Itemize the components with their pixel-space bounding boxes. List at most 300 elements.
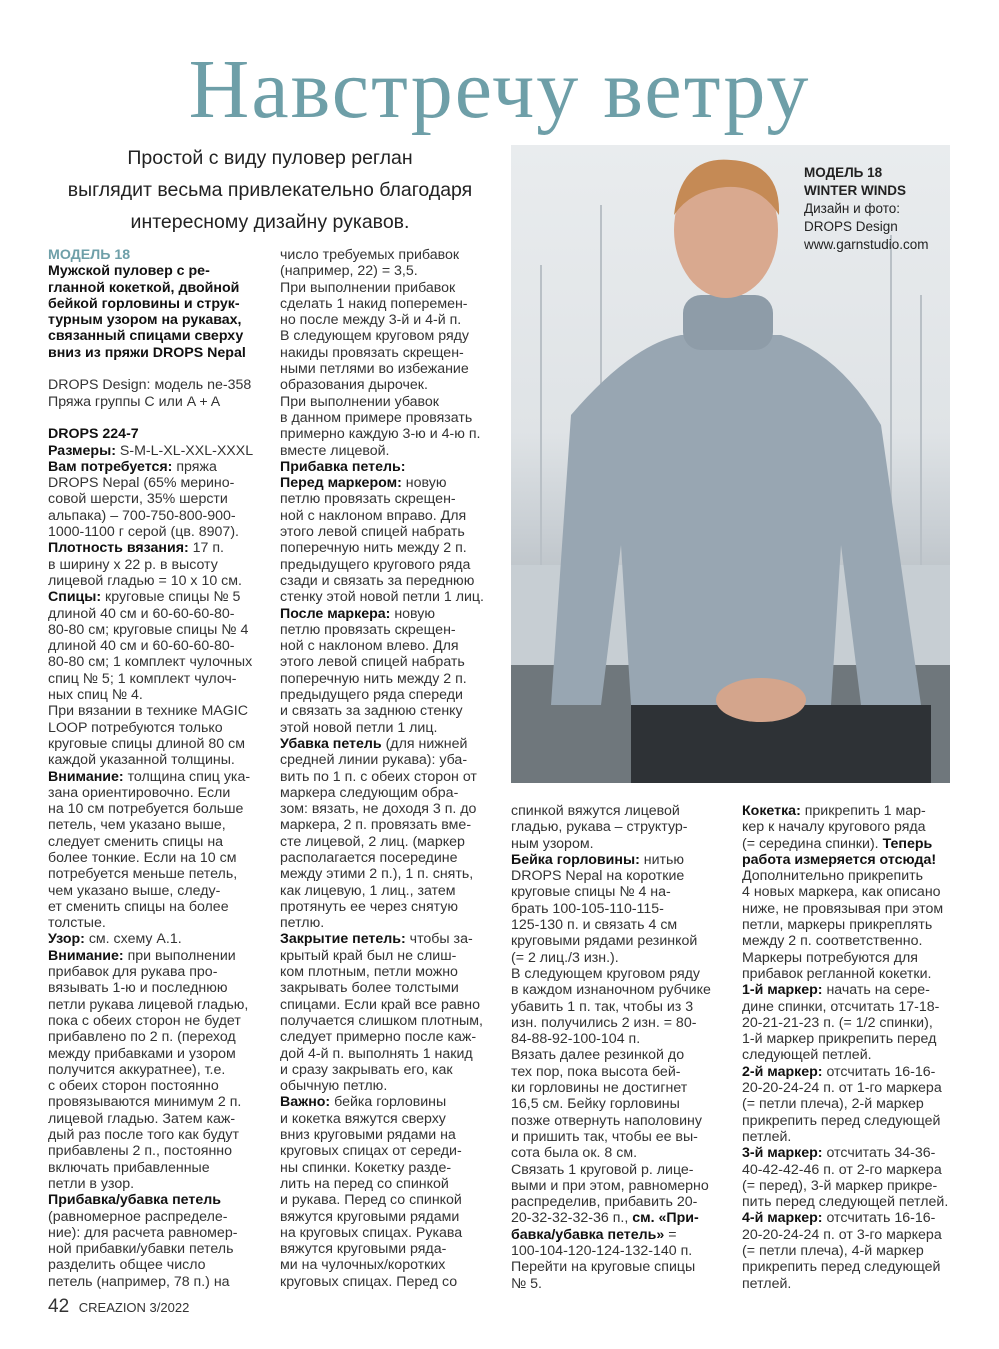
text-line [48,443,284,459]
text-line [48,1127,284,1143]
text-line [48,866,284,882]
text-line [48,736,284,752]
bold-run: лить на перед со спинкой [280,1175,449,1192]
text-line [511,1113,747,1129]
bold-run: средней линии рукава): уба- [280,752,468,769]
text-line [511,836,747,852]
text-line [48,1257,284,1273]
text-line [511,982,747,998]
text-line [48,377,284,393]
text-line [280,443,516,459]
text-line [48,948,284,964]
text-run: толщина спиц ука- [123,768,251,785]
text-line [48,557,284,573]
text-line [511,803,747,819]
bold-run: круговых спицах от середи- [280,1143,462,1160]
text-line [280,769,516,785]
text-line [48,1225,284,1241]
text-line [511,917,747,933]
bold-run: провязываются минимум 2 п. [48,1094,242,1111]
bold-run: сте лицевой, 2 лиц. (маркер [280,833,465,850]
bold-run: ком плотным, петли можно [280,964,458,981]
text-line [280,328,516,344]
bold-run: DROPS 224-7 [48,426,139,443]
bold-run: между прибавками и узором [48,1045,236,1062]
bold-run: гладью, рукава – структур- [511,819,688,836]
bold-run: 1-й маркер: [742,982,823,999]
text-line [280,606,516,622]
bold-run: ными петлями во избежание [280,361,469,378]
bold-run: вяжутся круговыми ряда- [280,1241,447,1258]
text-line [511,1064,747,1080]
text-line [48,801,284,817]
bold-run: этой новой петли 1 лиц. [280,719,438,736]
caption-website: www.garnstudio.com [804,237,929,252]
text-line [48,1029,284,1045]
text-line [511,999,747,1015]
bold-run: Плотность вязания: [48,540,189,557]
bold-run: После маркера: [280,605,391,622]
bold-run: предыдущего ряда спереди [280,687,463,704]
text-line [280,410,516,426]
text-line [511,1031,747,1047]
text-run: 17 п. [188,540,224,557]
text-line [511,1194,747,1210]
bold-run: ет сменить спицы на более [48,898,229,915]
bold-run: длиной 40 см и 60-60-60-80- [48,638,235,655]
text-line [48,915,284,931]
bold-run: В следующем круговом ряду [280,328,470,345]
bold-run: выми и при этом, равномерно [511,1177,709,1194]
text-line [280,638,516,654]
bold-run: прибавок для рукава про- [48,964,218,981]
bold-run: петлю. [280,915,325,932]
text-line [48,817,284,833]
bold-run: Бейка горловины: [511,851,640,868]
text-line [280,931,516,947]
text-line [742,950,978,966]
bold-run: петли рукава лицевой гладью, [48,996,249,1013]
bold-run: ной с наклоном влево. Для [280,638,459,655]
text-line [742,1064,978,1080]
text-line [48,1078,284,1094]
text-line [280,345,516,361]
bold-run: связанный спицами сверху [48,328,244,345]
bold-run: дый раз после того как будут [48,1127,239,1144]
page-number: 42 [48,1296,70,1317]
bold-run: альпака) – 700-750-800-900- [48,507,236,524]
text-line [280,491,516,507]
bold-run: ным узором. [511,835,594,852]
bold-run: Пряжа группы С или A + A [48,393,221,410]
magazine-issue: CREAZION 3/2022 [78,1300,190,1315]
bold-run: этого левой спицей набрать [280,654,465,671]
bold-run: При выполнении прибавок [280,279,456,296]
text-line [511,1259,747,1275]
text-line [48,573,284,589]
bold-run: (= 2 лиц./3 изн.). [511,949,619,966]
text-line [280,1160,516,1176]
text-line [742,1031,978,1047]
text-line [48,1209,284,1225]
bold-run: поперечную нить между 2 п. [280,670,467,687]
bold-run: между 2 п. соответственно. [742,933,923,950]
bold-run: 4 новых маркера, как описано [742,884,941,901]
bold-run: работа измеряется отсюда! [742,851,937,868]
text-line [280,1274,516,1290]
bold-run: примерно каждую 3-ю и 4-ю п. [280,426,481,443]
text-line [280,850,516,866]
text-line [280,1257,516,1273]
text-line [48,524,284,540]
bold-run: Важно: [280,1094,331,1111]
text-line [48,459,284,475]
text-line [48,1094,284,1110]
bold-run: 1-й маркер прикрепить перед [742,1031,937,1048]
text-line [48,622,284,638]
text-line [48,1192,284,1208]
bold-run: гланной кокеткой, двойной [48,279,240,296]
text-line [48,671,284,687]
bold-run: Внимание: [48,947,124,964]
bold-run: толстые. [48,915,106,932]
bold-run: DROPS Nepal на короткие [511,868,685,885]
text-line [280,1062,516,1078]
text-line [511,1047,747,1063]
text-line [280,964,516,980]
bold-run: и рукава. Перед со спинкой [280,1192,462,1209]
text-line [280,459,516,475]
bold-run: ной прибавки/убавки петель [48,1241,234,1258]
text-line [280,1029,516,1045]
bold-run: прикрепить перед следующей [742,1112,941,1129]
bold-run: Вязать далее резинкой до [511,1047,685,1064]
bold-run: (= петли плеча), 4-й маркер [742,1243,924,1260]
bold-run: ки горловины не достигнет [511,1080,688,1097]
text-line [742,966,978,982]
bold-run: включать прибавленные [48,1159,210,1176]
bold-run: лицевой гладью. Затем каж- [48,1110,236,1127]
text-line [280,1127,516,1143]
bold-run: длиной 40 см и 60-60-60-80- [48,605,235,622]
bold-run: в ширину х 22 р. в высоту [48,556,218,573]
bold-run: петель, чем указано выше, [48,817,226,834]
text-line [511,901,747,917]
text-line [280,312,516,328]
bold-run: Прибавка петель: [280,458,406,475]
text-run: новую [401,475,447,492]
text-line [48,720,284,736]
bold-run: тех пор, пока высота бей- [511,1063,681,1080]
bold-run: протянуть ее через снятую [280,898,459,915]
bold-run: вниз круговыми рядами на [280,1127,456,1144]
text-line [48,834,284,850]
bold-run: ной с наклоном вправо. Для [280,507,467,524]
text-line [280,540,516,556]
text-line [511,950,747,966]
text-line [48,296,284,312]
text-line [48,899,284,915]
bold-run: петлю провязать скрещен- [280,491,456,508]
text-line [742,1047,978,1063]
bold-run: 20-20-24-24 п. от 3-го маркера [742,1226,942,1243]
text-run: при выполнении [123,947,236,964]
text-run: S-M-L-XL-XXL-XXXL [115,442,254,459]
text-line [280,1209,516,1225]
bold-run: получится аккуратнее), т.е. [48,1061,226,1078]
bold-run: Прибавка/убавка петель [48,1192,221,1209]
bold-run: но после между 3-й и 4-й п. [280,312,462,329]
subtitle-line: выглядит весьма привлекательно благодаря [67,179,473,201]
text-line [280,1046,516,1062]
bold-run: (= перед), 3-й маркер прикре- [742,1177,938,1194]
text-line [742,1129,978,1145]
text-line [48,785,284,801]
text-line [280,475,516,491]
bold-run: каждой указанной толщины. [48,752,235,769]
bold-run: При вязании в технике MAGIC [48,703,248,720]
text-line [48,410,284,426]
bold-run: потребуется меньше петель, [48,866,238,883]
bold-run: зом: вязать, не доходя 3 п. до [280,801,477,818]
text-line [48,1013,284,1029]
text-line [511,1210,747,1226]
text-line [511,1015,747,1031]
bold-run: петель (например, 78 п.) на [48,1273,230,1290]
text-run: бейка горловины [330,1094,447,1111]
bold-run: получается слишком плотным, [280,1012,483,1029]
text-line [280,736,516,752]
bold-run: накиды провязать скрещен- [280,344,464,361]
text-line [511,852,747,868]
text-line [280,948,516,964]
bold-run: Размеры: [48,442,116,459]
caption-credit-label: Дизайн и фото: [804,201,901,216]
text-line [48,980,284,996]
bold-run: позже отвернуть наполовину [511,1112,702,1129]
text-run: чтобы за- [405,931,473,948]
text-line [280,1241,516,1257]
text-line [511,819,747,835]
text-line [742,982,978,998]
text-line [48,1111,284,1127]
text-line [48,394,284,410]
text-line [48,361,284,377]
bold-run: 80-80 см; круговые спицы № 4 [48,621,249,638]
text-line [280,654,516,670]
text-line [511,868,747,884]
text-line [280,573,516,589]
bold-run: на 10 см потребуется больше [48,801,244,818]
bold-run: между этими 2 п.), 1 п. снять, [280,866,474,883]
text-line [742,1096,978,1112]
bold-run: более тонкие. Если на 10 см [48,849,237,866]
text-line [742,1113,978,1129]
bold-run: спицами. Если край все равно [280,996,481,1013]
caption-name: WINTER WINDS [804,183,906,198]
bold-run: Перейти на круговые спицы [511,1259,696,1276]
bold-run: брать 100-105-110-115- [511,900,664,917]
text-line [280,524,516,540]
text-line [280,899,516,915]
text-line [280,247,516,263]
bold-run: закрывать более толстыми [280,980,459,997]
bold-run: вниз из пряжи DROPS Nepal [48,344,246,361]
bold-run: (например, 22) = 3,5. [280,263,418,280]
text-line [742,1243,978,1259]
text-line [742,1276,978,1292]
text-line [280,1225,516,1241]
bold-run: DROPS Design: модель ne-358 [48,377,252,394]
text-line [280,915,516,931]
bold-run: следует сменить спицы на [48,833,224,850]
text-line [742,1178,978,1194]
bold-run: 20-21-21-23 п. (= 1/2 спинки), [742,1014,933,1031]
bold-run: прибавлено по 2 п. (переход [48,1029,236,1046]
text-line [511,1243,747,1259]
text-line [742,852,978,868]
text-line [48,1046,284,1062]
bold-run: Кокетка: [742,803,801,819]
bold-run: в каждом изнаночном рубчике [511,982,711,999]
text-line [280,557,516,573]
bold-run: пить перед следующей петлей. [742,1194,949,1211]
bold-run: Теперь [882,835,933,852]
text-line [48,312,284,328]
bold-run: ны спинки. Кокетку разде- [280,1159,452,1176]
text-line [742,901,978,917]
text-column-2 [280,247,516,1290]
bold-run: 100-104-120-124-132-140 п. [511,1243,693,1260]
bold-run: спинкой вяжутся лицевой [511,803,680,819]
bold-run: этого левой спицей набрать [280,524,465,541]
bold-run: круговыми рядами резинкой [511,933,698,950]
text-run: начать на сере- [822,982,930,999]
bold-run: вить по 1 п. с обеих сторон от [280,768,477,785]
bold-run: Маркеры потребуются для [742,949,918,966]
text-line [511,1096,747,1112]
text-line [742,1210,978,1226]
text-line [48,1062,284,1078]
bold-run: прибавлены 2 п., постоянно [48,1143,233,1160]
text-line [48,1160,284,1176]
bold-run: маркера следующим обра- [280,784,459,801]
text-line [48,540,284,556]
text-line [280,1192,516,1208]
bold-run: вязывать 1-ю и последнюю [48,980,228,997]
text-line [280,980,516,996]
bold-run: Закрытие петель: [280,931,406,948]
text-line [280,752,516,768]
text-line [742,1194,978,1210]
bold-run: ниже, не провязывая при этом [742,900,944,917]
text-line [742,819,978,835]
bold-run: следует примерно после каж- [280,1029,477,1046]
bold-run: Вам потребуется: [48,458,173,475]
bold-run: с обеих сторон постоянно [48,1078,219,1095]
bold-run: Мужской пуловер с ре- [48,263,210,280]
bold-run: Спицы: [48,589,102,606]
photo-caption [804,164,929,254]
caption-credit: DROPS Design [804,219,898,234]
text-column-1 [48,247,284,1290]
bold-run: Дополнительно прикрепить [742,868,924,885]
text-line [280,801,516,817]
bold-run: ных спиц № 4. [48,687,143,704]
bold-run: дине спинки, отсчитать 17-18- [742,998,940,1015]
bold-run: LOOP потребуются только [48,719,223,736]
text-line [280,785,516,801]
text-line [511,1145,747,1161]
bold-run: 125-130 п. и связать 4 см [511,917,678,934]
text-line [280,997,516,1013]
text-line [280,394,516,410]
text-line [48,769,284,785]
page-footer [48,1296,189,1318]
bold-run: ми на чулочных/коротких [280,1257,446,1274]
text-line [280,361,516,377]
text-line [280,280,516,296]
bold-run: ние): для расчета равномер- [48,1224,238,1241]
subtitle [40,142,500,238]
text-run: отсчитать 16-16- [822,1210,936,1227]
text-line [511,1080,747,1096]
text-line [511,1227,747,1243]
text-line [742,803,978,819]
bold-run: круговые спицы длиной 80 см [48,735,245,752]
text-line [48,1143,284,1159]
text-line [48,589,284,605]
caption-model: МОДЕЛЬ 18 [804,165,883,180]
text-line [48,687,284,703]
bold-run: располагается посередине [280,849,458,866]
text-run: отсчитать 34-36- [822,1145,936,1162]
text-line [48,964,284,980]
text-line [511,1129,747,1145]
text-line [48,1176,284,1192]
bold-run: предыдущего кругового ряда [280,556,471,573]
subtitle-line: интересному дизайну рукавов. [130,211,410,233]
text-line [48,703,284,719]
text-column-3 [511,803,747,1292]
text-line [742,1080,978,1096]
text-run: нитью [639,851,685,868]
bold-run: кер к началу кругового ряда [742,819,926,836]
text-line [48,850,284,866]
text-line [511,1162,747,1178]
bold-run: 4-й маркер: [742,1210,823,1227]
text-line [742,1227,978,1243]
bold-run: прибавок регланной кокетки. [742,965,932,982]
text-line [48,1241,284,1257]
bold-run: Связать 1 круговой р. лице- [511,1161,694,1178]
bold-run: число требуемых прибавок [280,247,460,263]
text-line [742,1162,978,1178]
text-run: (= середина спинки). [742,835,883,852]
bold-run: сота была ок. 8 см. [511,1145,638,1162]
bold-run: поперечную нить между 2 п. [280,540,467,557]
text-line [742,884,978,900]
bold-run: дой 4-й п. выполнять 1 накид [280,1045,473,1062]
text-line [280,834,516,850]
text-line [280,589,516,605]
bold-run: бейкой горловины и струк- [48,295,240,312]
bold-run: Убавка петель [280,735,382,752]
text-line [48,883,284,899]
bold-run: зана ориентировочно. Если [48,784,231,801]
text-line [511,1178,747,1194]
text-line [280,1094,516,1110]
